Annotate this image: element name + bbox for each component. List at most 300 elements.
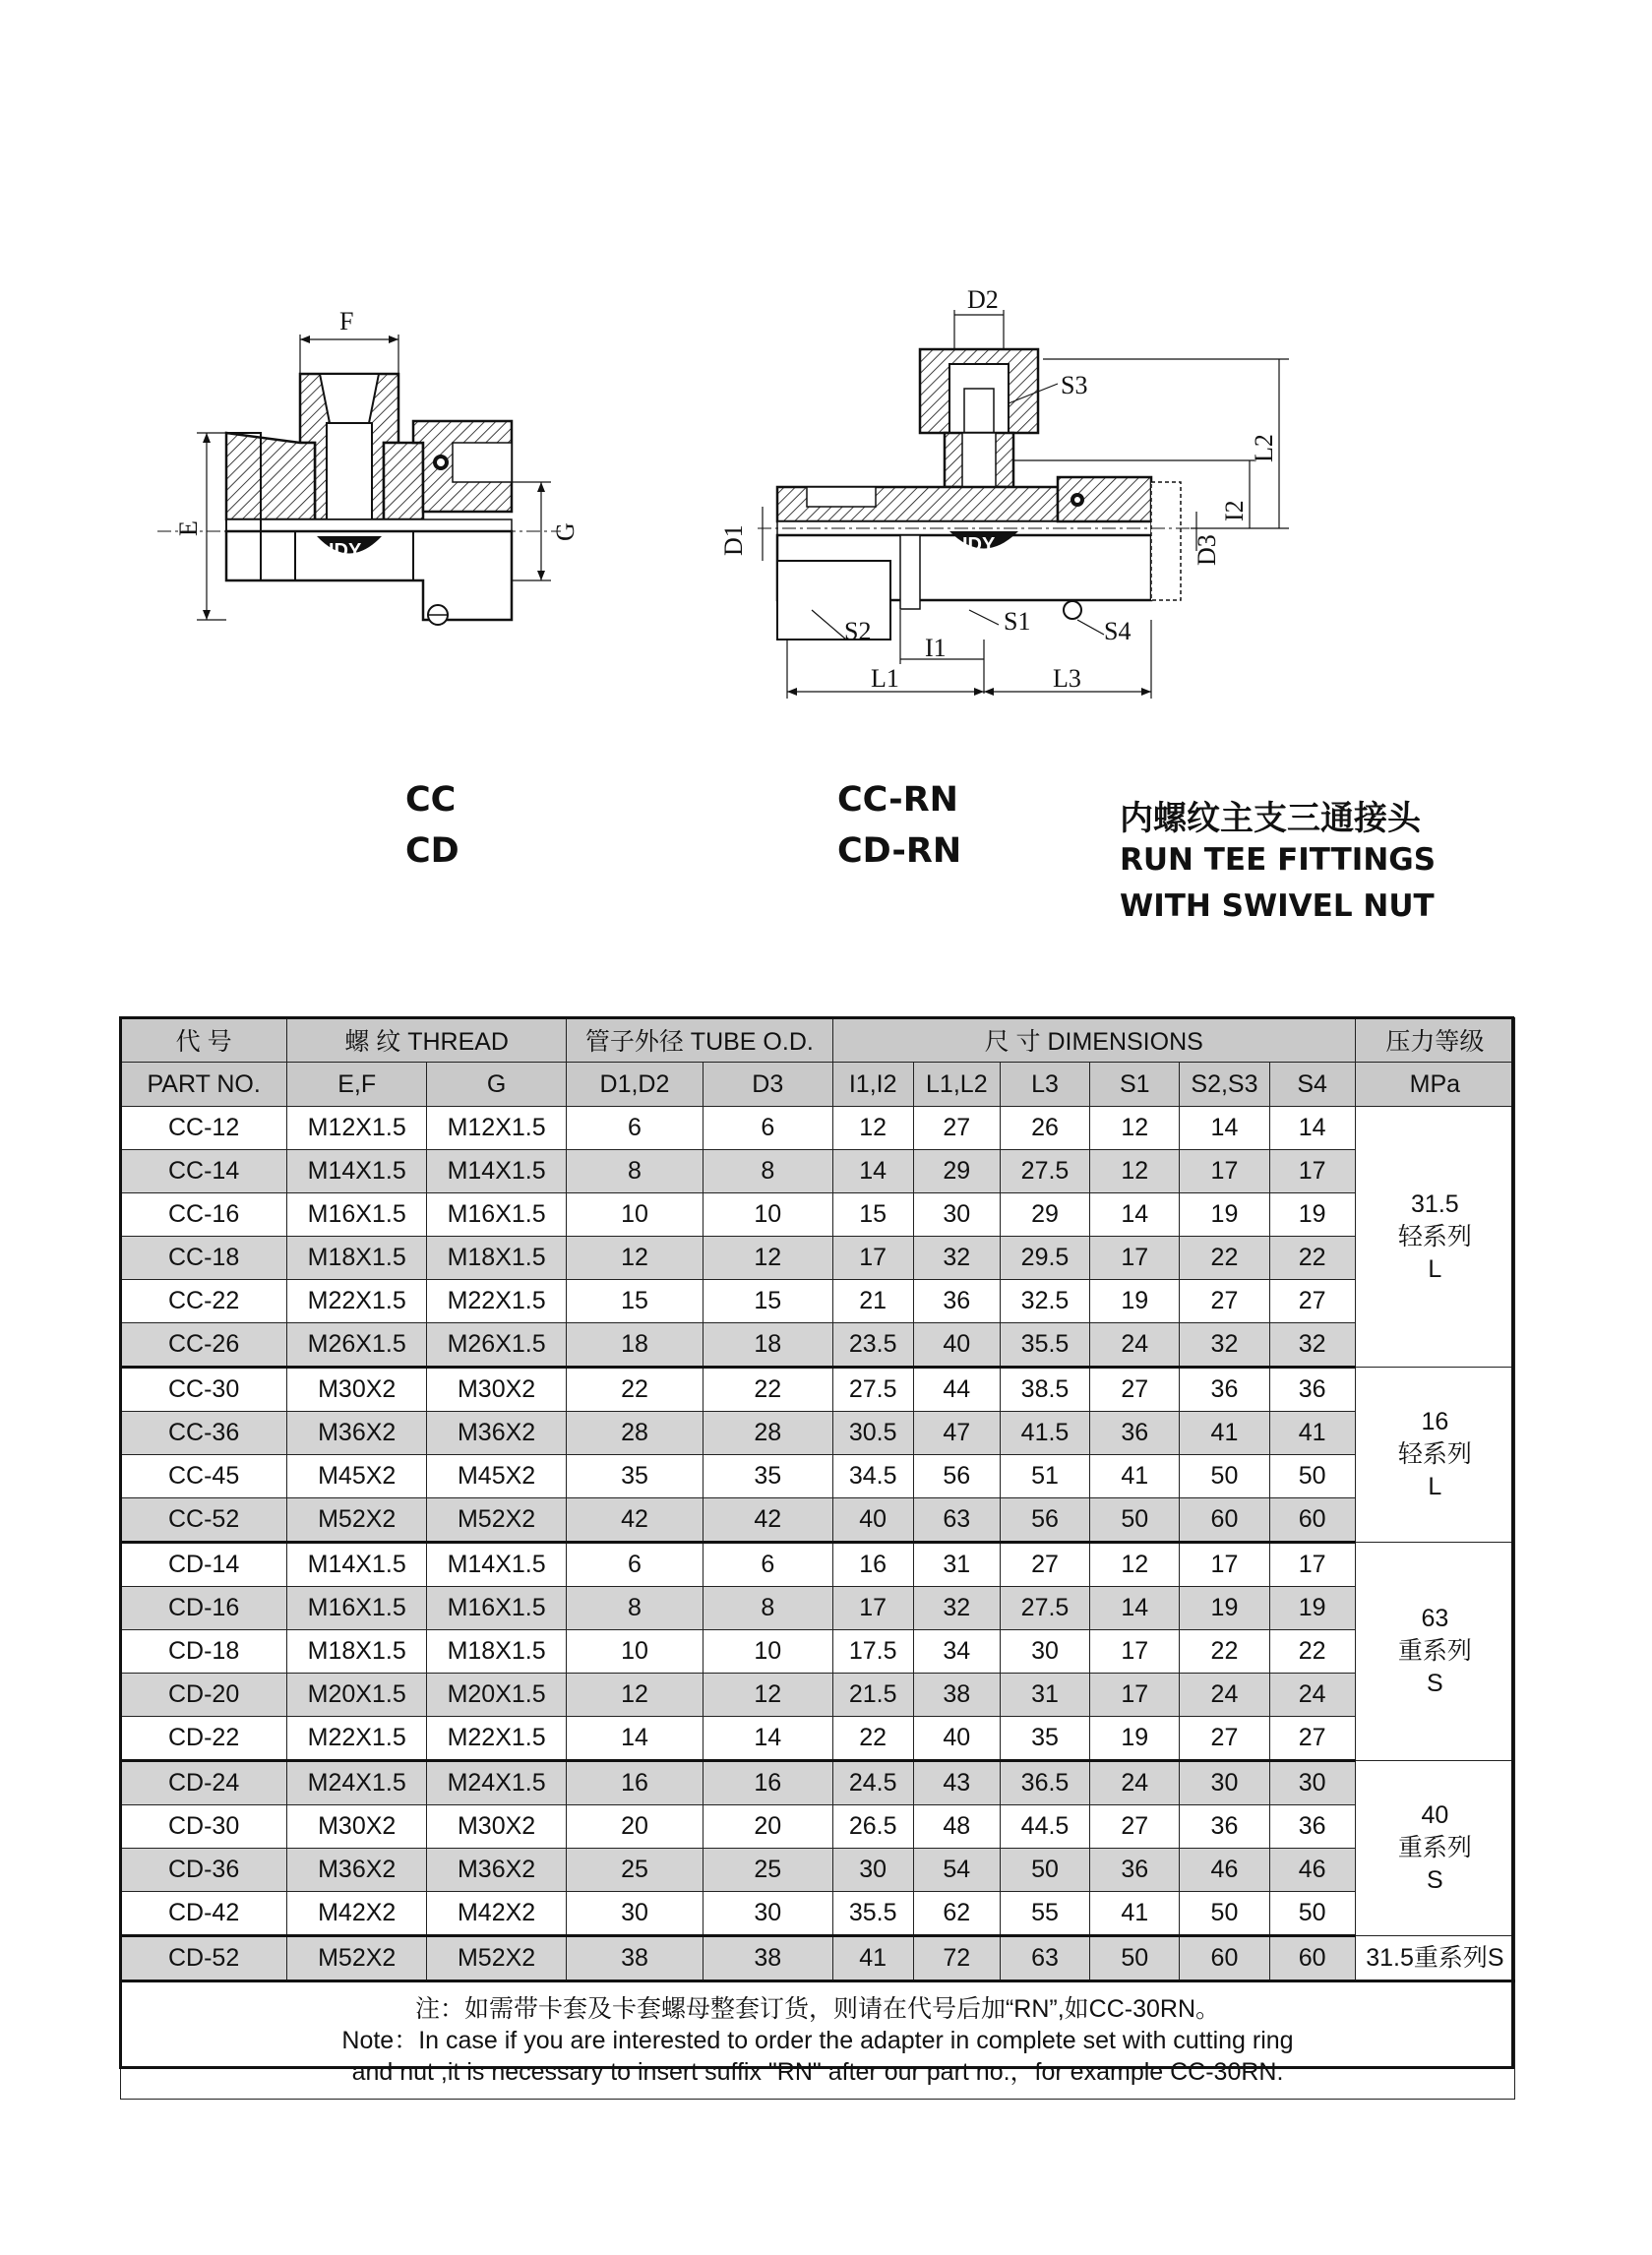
note-cell <box>121 1981 1515 2100</box>
fitting-drawing-left <box>98 295 689 659</box>
value-cell: 36 <box>1090 1849 1180 1892</box>
value-cell: 36 <box>913 1280 1000 1323</box>
brand-logo-left: IDY <box>329 540 362 562</box>
table-row <box>121 1237 1515 1280</box>
value-cell: 17.5 <box>832 1630 913 1674</box>
value-cell: 30 <box>567 1892 704 1936</box>
note-row <box>121 1981 1515 2100</box>
value-cell: M22X1.5 <box>287 1717 427 1761</box>
pressure-group-cell <box>1355 1761 1514 1936</box>
value-cell: M16X1.5 <box>287 1193 427 1237</box>
value-cell: M30X2 <box>287 1805 427 1849</box>
pressure-series: 重系列 <box>1397 1834 1472 1861</box>
value-cell: 42 <box>567 1498 704 1543</box>
table-row <box>121 1150 1515 1193</box>
value-cell: 50 <box>1000 1849 1089 1892</box>
value-cell: 22 <box>1180 1630 1269 1674</box>
value-cell: 14 <box>832 1150 913 1193</box>
part-number-cell: CC-30 <box>121 1368 287 1412</box>
value-cell: 27 <box>1090 1805 1180 1849</box>
value-cell: 41 <box>1180 1412 1269 1455</box>
value-cell: 8 <box>567 1150 704 1193</box>
value-cell: M12X1.5 <box>287 1107 427 1150</box>
value-cell: 12 <box>1090 1150 1180 1193</box>
label-s3: S3 <box>1061 371 1088 399</box>
part-number-cell: CD-36 <box>121 1849 287 1892</box>
spec-table <box>120 1017 1515 2100</box>
value-cell: 30 <box>1000 1630 1089 1674</box>
value-cell: 48 <box>913 1805 1000 1849</box>
value-cell: 50 <box>1180 1892 1269 1936</box>
value-cell: 28 <box>703 1412 832 1455</box>
pressure-group-cell <box>1355 1107 1514 1368</box>
value-cell: 32 <box>913 1237 1000 1280</box>
header-row-1 <box>121 1018 1515 1063</box>
value-cell: 27 <box>1269 1280 1355 1323</box>
value-cell: 30 <box>832 1849 913 1892</box>
header-l3: L3 <box>1000 1063 1089 1107</box>
value-cell: 22 <box>1180 1237 1269 1280</box>
value-cell: 6 <box>567 1107 704 1150</box>
value-cell: 35 <box>567 1455 704 1498</box>
value-cell: M16X1.5 <box>427 1193 567 1237</box>
value-cell: 12 <box>567 1237 704 1280</box>
value-cell: 10 <box>567 1630 704 1674</box>
value-cell: 14 <box>1090 1587 1180 1630</box>
value-cell: 19 <box>1180 1587 1269 1630</box>
pressure-code: L <box>1428 1254 1442 1283</box>
value-cell: 38 <box>913 1674 1000 1717</box>
table-row <box>121 1368 1515 1412</box>
header-s2s3: S2,S3 <box>1180 1063 1269 1107</box>
code-cd-rn: CD-RN <box>837 831 962 871</box>
header-thread: 螺 纹 THREAD <box>287 1018 567 1063</box>
value-cell: 46 <box>1269 1849 1355 1892</box>
code-cd: CD <box>405 831 459 871</box>
value-cell: 27 <box>1000 1543 1089 1587</box>
value-cell: M42X2 <box>427 1892 567 1936</box>
value-cell: M36X2 <box>287 1849 427 1892</box>
header-s4: S4 <box>1269 1063 1355 1107</box>
table-row <box>121 1717 1515 1761</box>
note-en-1: Note：In case if you are interested to order the adapter in complete set with cutting ring <box>341 2027 1294 2054</box>
label-d3: D3 <box>1193 534 1221 566</box>
pressure-value: 63 <box>1421 1605 1449 1632</box>
value-cell: 19 <box>1180 1193 1269 1237</box>
header-part-en: PART NO. <box>121 1063 287 1107</box>
pressure-value: 31.5重系列S <box>1366 1943 1504 1972</box>
part-number-cell: CC-16 <box>121 1193 287 1237</box>
value-cell: 19 <box>1269 1587 1355 1630</box>
value-cell: 16 <box>567 1761 704 1805</box>
value-cell: 41 <box>1269 1412 1355 1455</box>
value-cell: 30 <box>1269 1761 1355 1805</box>
table-row <box>121 1498 1515 1543</box>
value-cell: 18 <box>567 1323 704 1368</box>
value-cell: 19 <box>1090 1717 1180 1761</box>
value-cell: M24X1.5 <box>427 1761 567 1805</box>
value-cell: 15 <box>832 1193 913 1237</box>
fitting-drawing-right <box>718 285 1309 708</box>
value-cell: 24 <box>1180 1674 1269 1717</box>
label-l1: L1 <box>871 664 899 693</box>
value-cell: 14 <box>703 1717 832 1761</box>
value-cell: 27.5 <box>1000 1587 1089 1630</box>
value-cell: 41 <box>1090 1892 1180 1936</box>
value-cell: 8 <box>703 1587 832 1630</box>
header-i1i2: I1,I2 <box>832 1063 913 1107</box>
value-cell: 41 <box>832 1936 913 1981</box>
title-cn: 内螺纹主支三通接头 <box>1120 799 1421 838</box>
value-cell: 44 <box>913 1368 1000 1412</box>
pressure-group-cell <box>1355 1936 1514 1981</box>
table-row <box>121 1630 1515 1674</box>
value-cell: 10 <box>567 1193 704 1237</box>
value-cell: 21.5 <box>832 1674 913 1717</box>
value-cell: M36X2 <box>427 1412 567 1455</box>
pressure-code: S <box>1427 1670 1443 1697</box>
value-cell: 41.5 <box>1000 1412 1089 1455</box>
header-ef: E,F <box>287 1063 427 1107</box>
table-row <box>121 1892 1515 1936</box>
value-cell: 17 <box>832 1237 913 1280</box>
value-cell: 16 <box>832 1543 913 1587</box>
value-cell: 38 <box>703 1936 832 1981</box>
value-cell: 26.5 <box>832 1805 913 1849</box>
value-cell: 72 <box>913 1936 1000 1981</box>
value-cell: M24X1.5 <box>287 1761 427 1805</box>
value-cell: 15 <box>703 1280 832 1323</box>
value-cell: 19 <box>1090 1280 1180 1323</box>
header-g: G <box>427 1063 567 1107</box>
value-cell: 27.5 <box>1000 1150 1089 1193</box>
table-row <box>121 1674 1515 1717</box>
value-cell: 12 <box>1090 1543 1180 1587</box>
value-cell: 60 <box>1180 1498 1269 1543</box>
part-number-cell: CC-26 <box>121 1323 287 1368</box>
value-cell: 26 <box>1000 1107 1089 1150</box>
part-number-cell: CC-52 <box>121 1498 287 1543</box>
note-en-2: and nut ,it is necessary to insert suffix "RN" after our part no.，for example CC-30RN. <box>351 2058 1284 2086</box>
part-number-cell: CD-42 <box>121 1892 287 1936</box>
value-cell: 17 <box>1090 1674 1180 1717</box>
value-cell: M22X1.5 <box>287 1280 427 1323</box>
value-cell: 17 <box>1269 1150 1355 1193</box>
value-cell: 6 <box>567 1543 704 1587</box>
pressure-code: L <box>1428 1473 1442 1500</box>
brand-logo-right: IDY <box>962 534 996 556</box>
value-cell: M20X1.5 <box>427 1674 567 1717</box>
pressure-code: S <box>1427 1866 1443 1894</box>
header-d3: D3 <box>703 1063 832 1107</box>
value-cell: 30 <box>1180 1761 1269 1805</box>
table-row <box>121 1193 1515 1237</box>
value-cell: 56 <box>1000 1498 1089 1543</box>
value-cell: 30.5 <box>832 1412 913 1455</box>
value-cell: M52X2 <box>287 1936 427 1981</box>
value-cell: 8 <box>703 1150 832 1193</box>
label-f: F <box>339 307 354 335</box>
value-cell: M14X1.5 <box>427 1150 567 1193</box>
value-cell: 35 <box>703 1455 832 1498</box>
label-i1: I1 <box>925 634 947 662</box>
part-number-cell: CC-14 <box>121 1150 287 1193</box>
value-cell: 32 <box>913 1587 1000 1630</box>
value-cell: 35.5 <box>832 1892 913 1936</box>
part-number-cell: CD-22 <box>121 1717 287 1761</box>
value-cell: M45X2 <box>427 1455 567 1498</box>
value-cell: 14 <box>1180 1107 1269 1150</box>
value-cell: 28 <box>567 1412 704 1455</box>
value-cell: 14 <box>1090 1193 1180 1237</box>
label-g: G <box>551 522 580 541</box>
value-cell: 12 <box>567 1674 704 1717</box>
value-cell: M42X2 <box>287 1892 427 1936</box>
pressure-value: 40 <box>1421 1801 1449 1829</box>
value-cell: M14X1.5 <box>287 1543 427 1587</box>
value-cell: 24.5 <box>832 1761 913 1805</box>
value-cell: 15 <box>567 1280 704 1323</box>
label-i2: I2 <box>1220 500 1249 521</box>
part-number-cell: CC-18 <box>121 1237 287 1280</box>
pressure-value: 31.5 <box>1411 1189 1459 1218</box>
value-cell: 32 <box>1269 1323 1355 1368</box>
value-cell: M22X1.5 <box>427 1280 567 1323</box>
pressure-value: 16 <box>1421 1408 1449 1435</box>
value-cell: M36X2 <box>427 1849 567 1892</box>
value-cell: 24 <box>1090 1323 1180 1368</box>
pressure-series: 轻系列 <box>1397 1440 1472 1468</box>
part-number-cell: CD-52 <box>121 1936 287 1981</box>
value-cell: 25 <box>703 1849 832 1892</box>
value-cell: 19 <box>1269 1193 1355 1237</box>
value-cell: 40 <box>913 1323 1000 1368</box>
value-cell: M30X2 <box>427 1805 567 1849</box>
value-cell: 35 <box>1000 1717 1089 1761</box>
value-cell: 14 <box>1269 1107 1355 1150</box>
table-row <box>121 1936 1515 1981</box>
part-number-cell: CD-16 <box>121 1587 287 1630</box>
value-cell: 32.5 <box>1000 1280 1089 1323</box>
value-cell: 38.5 <box>1000 1368 1089 1412</box>
value-cell: 46 <box>1180 1849 1269 1892</box>
title-en-1: RUN TEE FITTINGS <box>1120 842 1437 878</box>
value-cell: 27 <box>913 1107 1000 1150</box>
value-cell: 14 <box>567 1717 704 1761</box>
value-cell: 20 <box>567 1805 704 1849</box>
value-cell: 44.5 <box>1000 1805 1089 1849</box>
note-cn: 注：如需带卡套及卡套螺母整套订货，则请在代号后加“RN”,如CC-30RN。 <box>414 1995 1221 2023</box>
header-s1: S1 <box>1090 1063 1180 1107</box>
table-row <box>121 1849 1515 1892</box>
label-s1: S1 <box>1004 607 1031 636</box>
label-d1: D1 <box>719 524 748 556</box>
value-cell: 36 <box>1180 1805 1269 1849</box>
value-cell: 47 <box>913 1412 1000 1455</box>
value-cell: 17 <box>1090 1237 1180 1280</box>
part-number-cell: CD-14 <box>121 1543 287 1587</box>
value-cell: 20 <box>703 1805 832 1849</box>
value-cell: 16 <box>703 1761 832 1805</box>
value-cell: 12 <box>703 1237 832 1280</box>
value-cell: 6 <box>703 1543 832 1587</box>
value-cell: M30X2 <box>427 1368 567 1412</box>
value-cell: M26X1.5 <box>287 1323 427 1368</box>
value-cell: 34.5 <box>832 1455 913 1498</box>
table-row <box>121 1587 1515 1630</box>
value-cell: 50 <box>1090 1936 1180 1981</box>
value-cell: 30 <box>913 1193 1000 1237</box>
value-cell: M45X2 <box>287 1455 427 1498</box>
value-cell: 29.5 <box>1000 1237 1089 1280</box>
value-cell: M30X2 <box>287 1368 427 1412</box>
table-row <box>121 1412 1515 1455</box>
part-number-cell: CD-20 <box>121 1674 287 1717</box>
value-cell: 36 <box>1269 1805 1355 1849</box>
label-l3: L3 <box>1053 664 1081 693</box>
value-cell: 36.5 <box>1000 1761 1089 1805</box>
value-cell: M16X1.5 <box>427 1587 567 1630</box>
value-cell: 10 <box>703 1193 832 1237</box>
value-cell: 29 <box>913 1150 1000 1193</box>
value-cell: 55 <box>1000 1892 1089 1936</box>
value-cell: 43 <box>913 1761 1000 1805</box>
table-row <box>121 1280 1515 1323</box>
value-cell: 63 <box>913 1498 1000 1543</box>
header-tube: 管子外径 TUBE O.D. <box>567 1018 833 1063</box>
part-number-cell: CC-12 <box>121 1107 287 1150</box>
value-cell: 34 <box>913 1630 1000 1674</box>
table-row <box>121 1543 1515 1587</box>
value-cell: 24 <box>1269 1674 1355 1717</box>
value-cell: 51 <box>1000 1455 1089 1498</box>
pressure-group-cell <box>1355 1368 1514 1543</box>
spec-table-body <box>121 1107 1515 1981</box>
value-cell: 30 <box>703 1892 832 1936</box>
value-cell: 12 <box>832 1107 913 1150</box>
value-cell: 36 <box>1090 1412 1180 1455</box>
value-cell: 41 <box>1090 1455 1180 1498</box>
value-cell: M18X1.5 <box>287 1237 427 1280</box>
value-cell: 24 <box>1090 1761 1180 1805</box>
value-cell: 40 <box>832 1498 913 1543</box>
value-cell: 21 <box>832 1280 913 1323</box>
value-cell: 62 <box>913 1892 1000 1936</box>
value-cell: M14X1.5 <box>427 1543 567 1587</box>
value-cell: 36 <box>1269 1368 1355 1412</box>
value-cell: M52X2 <box>427 1498 567 1543</box>
value-cell: 17 <box>1269 1543 1355 1587</box>
label-e: E <box>174 520 203 536</box>
label-s2: S2 <box>844 617 872 645</box>
value-cell: 12 <box>1090 1107 1180 1150</box>
header-mpa: MPa <box>1355 1063 1514 1107</box>
value-cell: M52X2 <box>287 1498 427 1543</box>
table-row <box>121 1761 1515 1805</box>
pressure-group-cell <box>1355 1543 1514 1761</box>
value-cell: M18X1.5 <box>287 1630 427 1674</box>
value-cell: 60 <box>1180 1936 1269 1981</box>
table-row <box>121 1455 1515 1498</box>
part-number-cell: CC-36 <box>121 1412 287 1455</box>
value-cell: 10 <box>703 1630 832 1674</box>
table-row <box>121 1107 1515 1150</box>
value-cell: M52X2 <box>427 1936 567 1981</box>
header-l1l2: L1,L2 <box>913 1063 1000 1107</box>
value-cell: 18 <box>703 1323 832 1368</box>
value-cell: 22 <box>1269 1237 1355 1280</box>
pressure-series: 轻系列 <box>1397 1222 1472 1250</box>
value-cell: 50 <box>1180 1455 1269 1498</box>
label-s4: S4 <box>1104 617 1132 645</box>
value-cell: 6 <box>703 1107 832 1150</box>
value-cell: 60 <box>1269 1498 1355 1543</box>
header-part-cn: 代 号 <box>121 1018 287 1063</box>
value-cell: M18X1.5 <box>427 1237 567 1280</box>
title-en-2: WITH SWIVEL NUT <box>1120 888 1435 924</box>
value-cell: 31 <box>913 1543 1000 1587</box>
label-d2: D2 <box>967 285 999 314</box>
part-number-cell: CC-22 <box>121 1280 287 1323</box>
value-cell: 22 <box>703 1368 832 1412</box>
value-cell: 50 <box>1090 1498 1180 1543</box>
value-cell: 12 <box>703 1674 832 1717</box>
value-cell: 17 <box>1180 1543 1269 1587</box>
label-l2: L2 <box>1250 434 1278 462</box>
part-number-cell: CD-18 <box>121 1630 287 1674</box>
value-cell: M18X1.5 <box>427 1630 567 1674</box>
value-cell: 17 <box>1090 1630 1180 1674</box>
value-cell: 27 <box>1269 1717 1355 1761</box>
value-cell: 27 <box>1180 1717 1269 1761</box>
value-cell: 22 <box>567 1368 704 1412</box>
value-cell: 38 <box>567 1936 704 1981</box>
value-cell: 60 <box>1269 1936 1355 1981</box>
table-row <box>121 1323 1515 1368</box>
value-cell: 25 <box>567 1849 704 1892</box>
pressure-series: 重系列 <box>1397 1637 1472 1665</box>
part-number-cell: CD-30 <box>121 1805 287 1849</box>
value-cell: 8 <box>567 1587 704 1630</box>
value-cell: 27.5 <box>832 1368 913 1412</box>
value-cell: M14X1.5 <box>287 1150 427 1193</box>
header-pressure: 压力等级 <box>1355 1018 1514 1063</box>
value-cell: 42 <box>703 1498 832 1543</box>
value-cell: 17 <box>832 1587 913 1630</box>
code-cc-rn: CC-RN <box>837 780 958 820</box>
header-dims: 尺 寸 DIMENSIONS <box>832 1018 1355 1063</box>
value-cell: M16X1.5 <box>287 1587 427 1630</box>
value-cell: 36 <box>1180 1368 1269 1412</box>
value-cell: 54 <box>913 1849 1000 1892</box>
value-cell: 22 <box>832 1717 913 1761</box>
value-cell: 17 <box>1180 1150 1269 1193</box>
value-cell: M36X2 <box>287 1412 427 1455</box>
code-cc: CC <box>405 780 457 820</box>
value-cell: 23.5 <box>832 1323 913 1368</box>
value-cell: 29 <box>1000 1193 1089 1237</box>
part-number-cell: CD-24 <box>121 1761 287 1805</box>
value-cell: M20X1.5 <box>287 1674 427 1717</box>
value-cell: 50 <box>1269 1892 1355 1936</box>
value-cell: 27 <box>1090 1368 1180 1412</box>
value-cell: 32 <box>1180 1323 1269 1368</box>
value-cell: M26X1.5 <box>427 1323 567 1368</box>
value-cell: M22X1.5 <box>427 1717 567 1761</box>
table-row <box>121 1805 1515 1849</box>
value-cell: M12X1.5 <box>427 1107 567 1150</box>
part-number-cell: CC-45 <box>121 1455 287 1498</box>
